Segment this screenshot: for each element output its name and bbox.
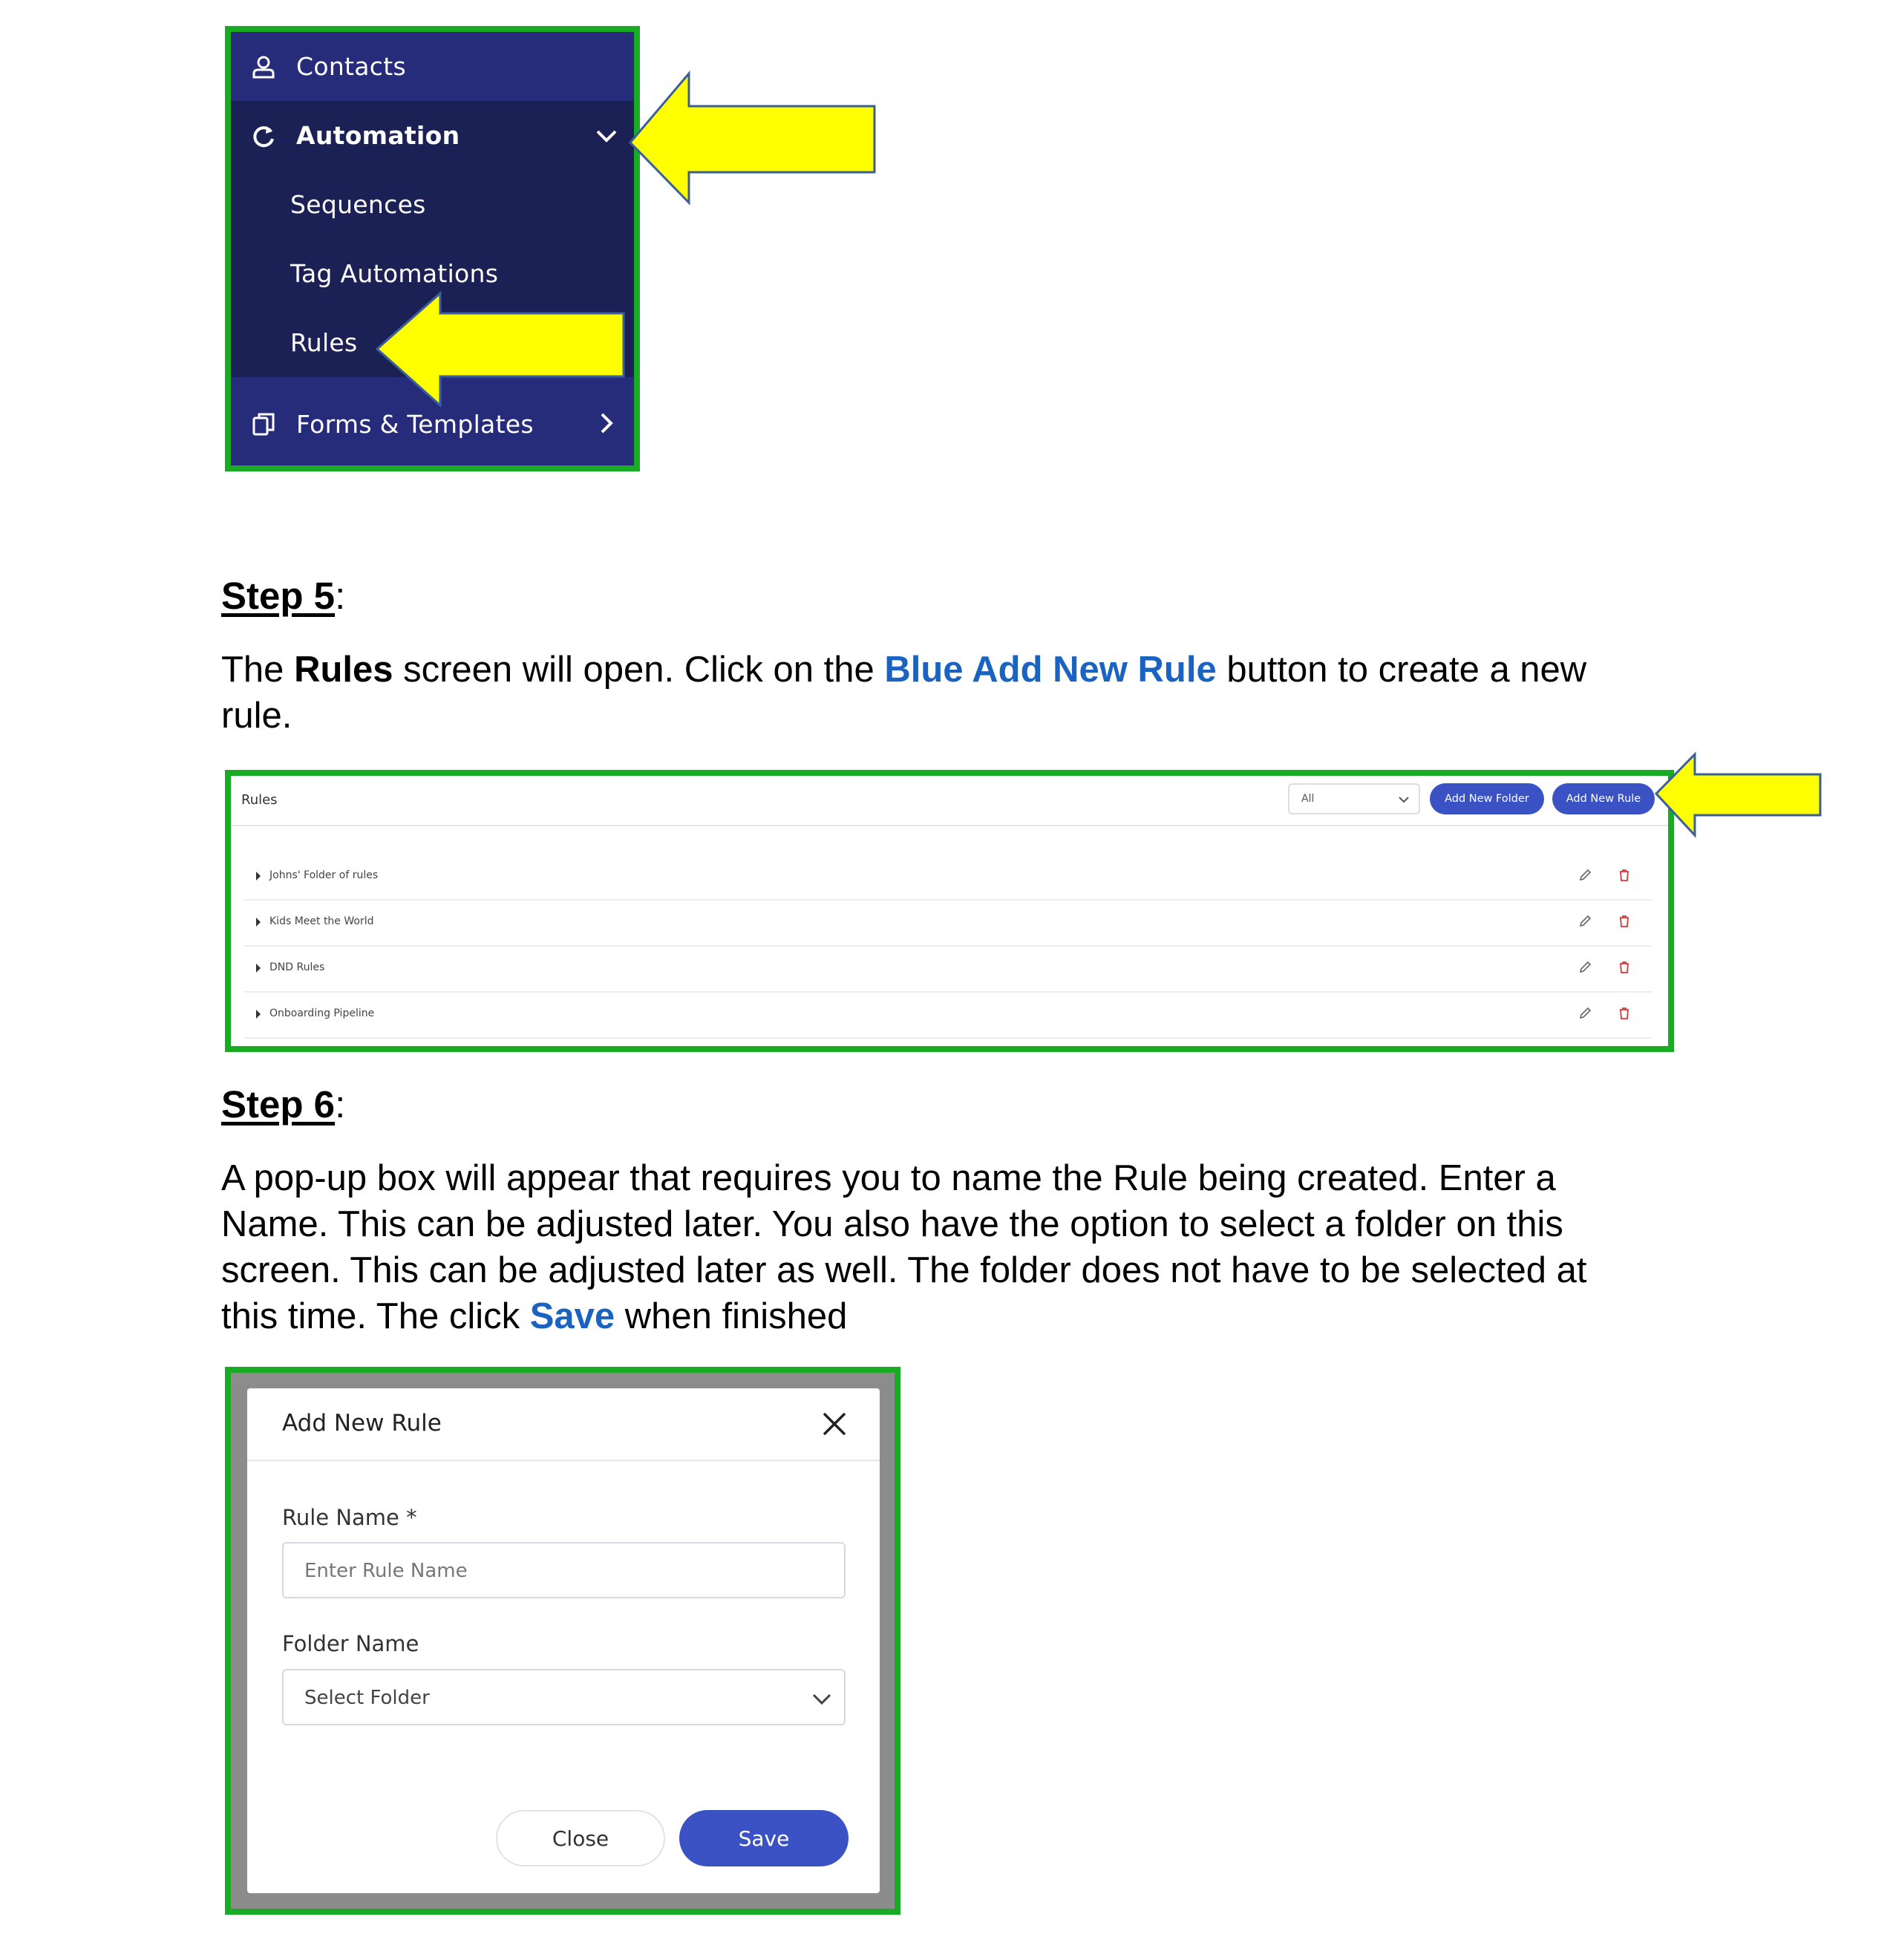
caret-right-icon[interactable] [255, 1009, 262, 1019]
caret-right-icon[interactable] [255, 871, 262, 881]
sidebar-item-label: Automation [296, 121, 460, 150]
folder-row[interactable] [244, 899, 1652, 947]
yellow-arrow-add-rule [1654, 752, 1825, 837]
folder-name: Kids Meet the World [269, 915, 374, 927]
folder-row[interactable] [244, 853, 1652, 901]
chevron-down-icon [811, 1690, 832, 1708]
trash-icon[interactable] [1618, 960, 1631, 975]
rule-name-placeholder: Enter Rule Name [304, 1560, 468, 1582]
rule-name-input[interactable] [282, 1542, 846, 1598]
chevron-down-icon [1398, 795, 1410, 804]
sidebar-item-label: Rules [290, 328, 358, 357]
sidebar-item-label: Forms & Templates [296, 410, 534, 439]
pencil-icon[interactable] [1578, 868, 1592, 883]
folder-name: DND Rules [269, 961, 325, 973]
close-button[interactable]: Close [496, 1810, 665, 1866]
rules-header [231, 776, 1668, 826]
yellow-arrow-rules [375, 291, 627, 410]
user-icon [247, 54, 280, 79]
step-5-heading: Step 5: [221, 575, 346, 617]
pencil-icon[interactable] [1578, 1006, 1592, 1021]
modal-header [247, 1388, 880, 1461]
step-6-heading: Step 6: [221, 1083, 346, 1126]
step-5-instructions: The Rules screen will open. Click on the Blue Add New Rule button to create a new rule. [221, 650, 1587, 736]
folder-select-value: Select Folder [304, 1687, 430, 1709]
save-button[interactable]: Save [679, 1810, 849, 1866]
folder-name: Onboarding Pipeline [269, 1007, 375, 1019]
folder-row[interactable] [244, 991, 1652, 1039]
trash-icon[interactable] [1618, 914, 1631, 929]
add-new-rule-button[interactable]: Add New Rule [1552, 783, 1655, 814]
folder-row[interactable] [244, 945, 1652, 993]
filter-value: All [1301, 793, 1315, 805]
pencil-icon[interactable] [1578, 960, 1592, 975]
trash-icon[interactable] [1618, 1006, 1631, 1021]
sidebar-item-sequences[interactable] [231, 170, 634, 239]
page-title: Rules [241, 792, 278, 808]
folder-name: Johns' Folder of rules [269, 869, 379, 881]
pencil-icon[interactable] [1578, 914, 1592, 929]
modal-title: Add New Rule [282, 1410, 442, 1437]
yellow-arrow-automation [627, 71, 880, 204]
step-6-instructions: A pop-up box will appear that requires you to name the Rule being created. Enter a Name. This can be adjusted later. You also have the option to select a folder on this screen. This can be adjusted later as well. The folder does not have to be selected at this time. The click Save when finished [221, 1158, 1587, 1336]
rule-name-label: Rule Name * [282, 1505, 417, 1530]
close-icon[interactable] [820, 1410, 849, 1438]
sidebar-item-automation[interactable] [231, 101, 634, 170]
chevron-right-icon[interactable] [594, 411, 619, 442]
refresh-icon [247, 122, 280, 149]
caret-right-icon[interactable] [255, 963, 262, 973]
chevron-down-icon[interactable] [594, 123, 619, 154]
sidebar-item-label: Sequences [290, 190, 426, 219]
add-new-folder-button[interactable]: Add New Folder [1430, 783, 1544, 814]
copy-icon [247, 412, 280, 437]
folder-filter-select[interactable] [1288, 783, 1420, 814]
sidebar-item-label: Contacts [296, 52, 406, 81]
folder-name-label: Folder Name [282, 1631, 419, 1656]
caret-right-icon[interactable] [255, 917, 262, 927]
folder-select[interactable] [282, 1669, 846, 1725]
add-new-rule-modal [247, 1388, 880, 1893]
add-rule-modal-screenshot [225, 1367, 900, 1915]
trash-icon[interactable] [1618, 868, 1631, 883]
rules-screenshot [225, 770, 1674, 1052]
sidebar-item-contacts[interactable] [231, 32, 634, 101]
sidebar-item-label: Tag Automations [290, 259, 499, 288]
